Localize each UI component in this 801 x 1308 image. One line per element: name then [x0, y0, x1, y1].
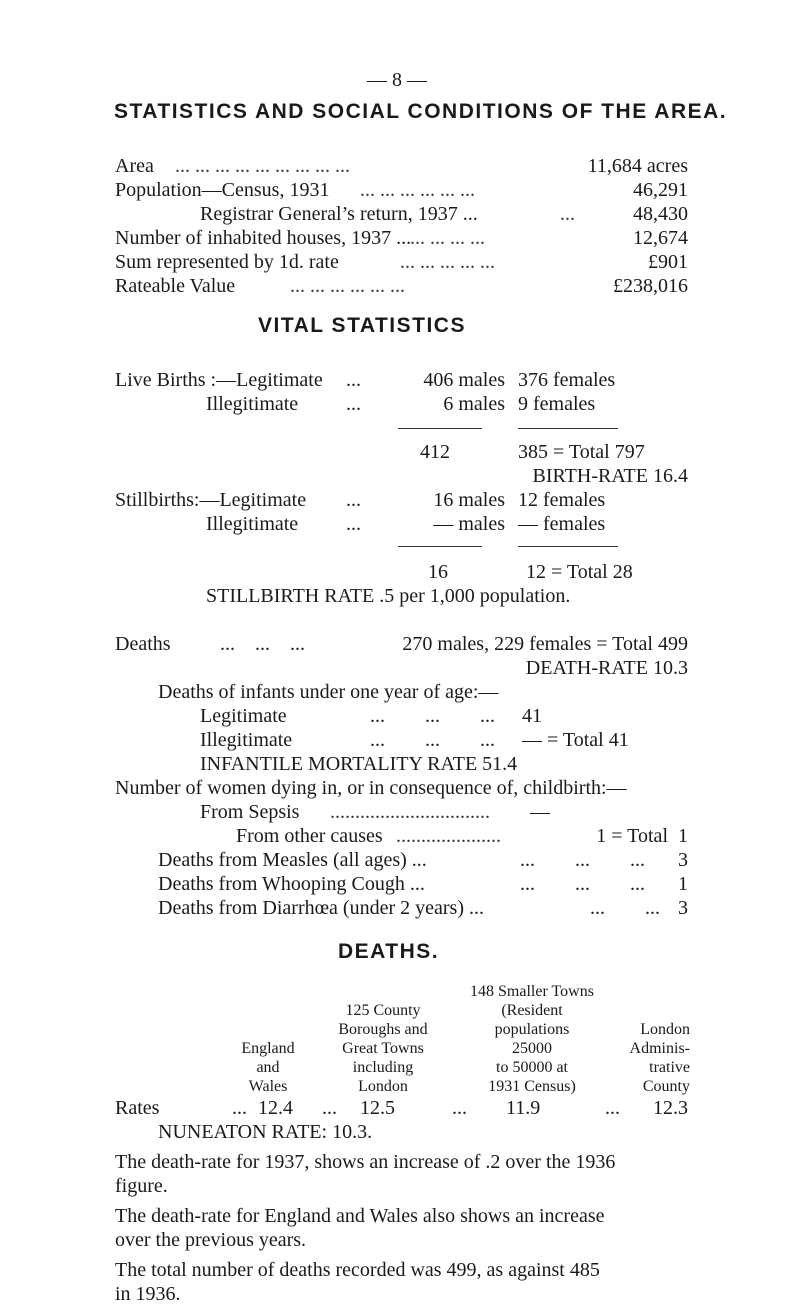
col-smaller-towns-line5: to 50000 at [496, 1059, 568, 1076]
population-census-label: Population—Census, 1931 [115, 179, 330, 201]
rate-sum-value: £901 [648, 251, 688, 273]
live-births-illegit-males: 6 males [443, 393, 505, 415]
live-births-legit-label: Live Births :—Legitimate [115, 369, 323, 391]
col-smaller-towns-line2: (Resident [501, 1002, 563, 1019]
childbirth-intro: Number of women dying in, or in consequence of, childbirth:— [115, 777, 627, 799]
paragraph-2-line2: over the previous years. [115, 1229, 307, 1251]
paragraph-3-line1: The total number of deaths recorded was 499, as against 485 [115, 1259, 600, 1281]
stillbirths-males-rule [398, 546, 482, 547]
sepsis-value: — [530, 801, 550, 823]
paragraph-1-line2: figure. [115, 1175, 168, 1197]
birth-rate: BIRTH-RATE 16.4 [532, 465, 688, 487]
infant-deaths-intro: Deaths of infants under one year of age:— [158, 681, 499, 703]
stillbirths-legit-males: 16 males [433, 489, 505, 511]
vital-statistics-heading: VITAL STATISTICS [258, 314, 466, 337]
paragraph-2-line1: The death-rate for England and Wales also shows an increase [115, 1205, 605, 1227]
col-smaller-towns-line4: 25000 [512, 1040, 552, 1057]
rate-county-boroughs: 12.5 [360, 1097, 395, 1119]
stillbirths-illegit-males: — males [433, 513, 505, 535]
stillbirths-total-males: 16 [428, 561, 448, 583]
col-england-line3: Wales [248, 1078, 288, 1095]
deaths-value: 270 males, 229 females = Total 499 [402, 633, 688, 655]
infant-legit-label: Legitimate [200, 705, 287, 727]
area-label: Area [115, 155, 154, 177]
col-england-line2: and [256, 1059, 280, 1076]
stillbirths-illegit-label: Illegitimate [206, 513, 299, 535]
measles-value: 3 [678, 849, 688, 871]
col-county-line4: including [352, 1059, 414, 1076]
other-causes-value: 1 = Total 1 [596, 825, 688, 847]
stillbirths-legit-label: Stillbirths:—Legitimate [115, 489, 307, 511]
other-causes-label: From other causes [236, 825, 383, 847]
live-births-legit-females: 376 females [518, 369, 616, 391]
col-county-line1: 125 County [345, 1002, 421, 1019]
col-smaller-towns-line1: 148 Smaller Towns [470, 983, 594, 1000]
col-county-line3: Great Towns [342, 1040, 424, 1057]
whooping-cough-value: 1 [678, 873, 688, 895]
registrar-return-label: Registrar General’s return, 1937 ... [200, 203, 478, 225]
live-births-females-rule [518, 428, 618, 429]
rate-smaller-towns: 11.9 [506, 1097, 541, 1119]
col-london-line2: Adminis- [629, 1040, 690, 1057]
population-census-value: 46,291 [633, 179, 688, 201]
nuneaton-rate: NUNEATON RATE: 10.3. [158, 1121, 373, 1143]
col-county-line5: London [358, 1078, 408, 1095]
deaths-label: Deaths [115, 633, 171, 655]
live-births-illegit-label: Illegitimate [206, 393, 299, 415]
rate-london: 12.3 [653, 1097, 688, 1119]
live-births-males-rule [398, 428, 482, 429]
live-births-total-males: 412 [420, 441, 450, 463]
sepsis-label: From Sepsis [200, 801, 300, 823]
whooping-cough-label: Deaths from Whooping Cough ... [158, 873, 425, 895]
inhabited-houses-value: 12,674 [633, 227, 688, 249]
live-births-illegit-females: 9 females [518, 393, 596, 415]
infant-legit-value: 41 [522, 705, 542, 727]
stillbirths-females-rule [518, 546, 618, 547]
area-value: 11,684 acres [587, 155, 688, 177]
infant-illegit-label: Illegitimate [200, 729, 293, 751]
page-heading: STATISTICS AND SOCIAL CONDITIONS OF THE AREA. [114, 100, 728, 123]
infantile-mortality-rate: INFANTILE MORTALITY RATE 51.4 [200, 753, 518, 775]
measles-label: Deaths from Measles (all ages) ... [158, 849, 427, 871]
inhabited-houses-label: Number of inhabited houses, 1937 ... [115, 227, 412, 249]
death-rate: DEATH-RATE 10.3 [525, 657, 688, 679]
rate-england-wales: 12.4 [258, 1097, 293, 1119]
col-smaller-towns-line6: 1931 Census) [488, 1078, 576, 1095]
stillbirth-rate: STILLBIRTH RATE .5 per 1,000 population. [206, 585, 571, 607]
deaths-heading: DEATHS. [338, 940, 440, 963]
stillbirths-legit-females: 12 females [518, 489, 606, 511]
rate-sum-label: Sum represented by 1d. rate [115, 251, 339, 273]
diarrhoea-value: 3 [678, 897, 688, 919]
live-births-total: 385 = Total 797 [518, 441, 645, 463]
page-number: — 8 — [367, 69, 427, 91]
live-births-legit-males: 406 males [423, 369, 505, 391]
paragraph-3-line2: in 1936. [115, 1283, 181, 1305]
stillbirths-total: 12 = Total 28 [526, 561, 633, 583]
col-london-line4: County [642, 1078, 690, 1095]
paragraph-1-line1: The death-rate for 1937, shows an increase of .2 over the 1936 [115, 1151, 616, 1173]
col-county-line2: Boroughs and [338, 1021, 428, 1038]
rates-row-label: Rates [115, 1097, 160, 1119]
infant-illegit-value: — = Total 41 [522, 729, 629, 751]
stillbirths-illegit-females: — females [518, 513, 606, 535]
col-england-line1: England [241, 1040, 295, 1057]
diarrhoea-label: Deaths from Diarrhœa (under 2 years) ... [158, 897, 484, 919]
registrar-return-value: 48,430 [633, 203, 688, 225]
rateable-value-value: £238,016 [613, 275, 688, 297]
rateable-value-label: Rateable Value [115, 275, 236, 297]
col-smaller-towns-line3: populations [494, 1021, 570, 1038]
col-london-line1: London [640, 1021, 690, 1038]
col-london-line3: trative [649, 1059, 690, 1076]
